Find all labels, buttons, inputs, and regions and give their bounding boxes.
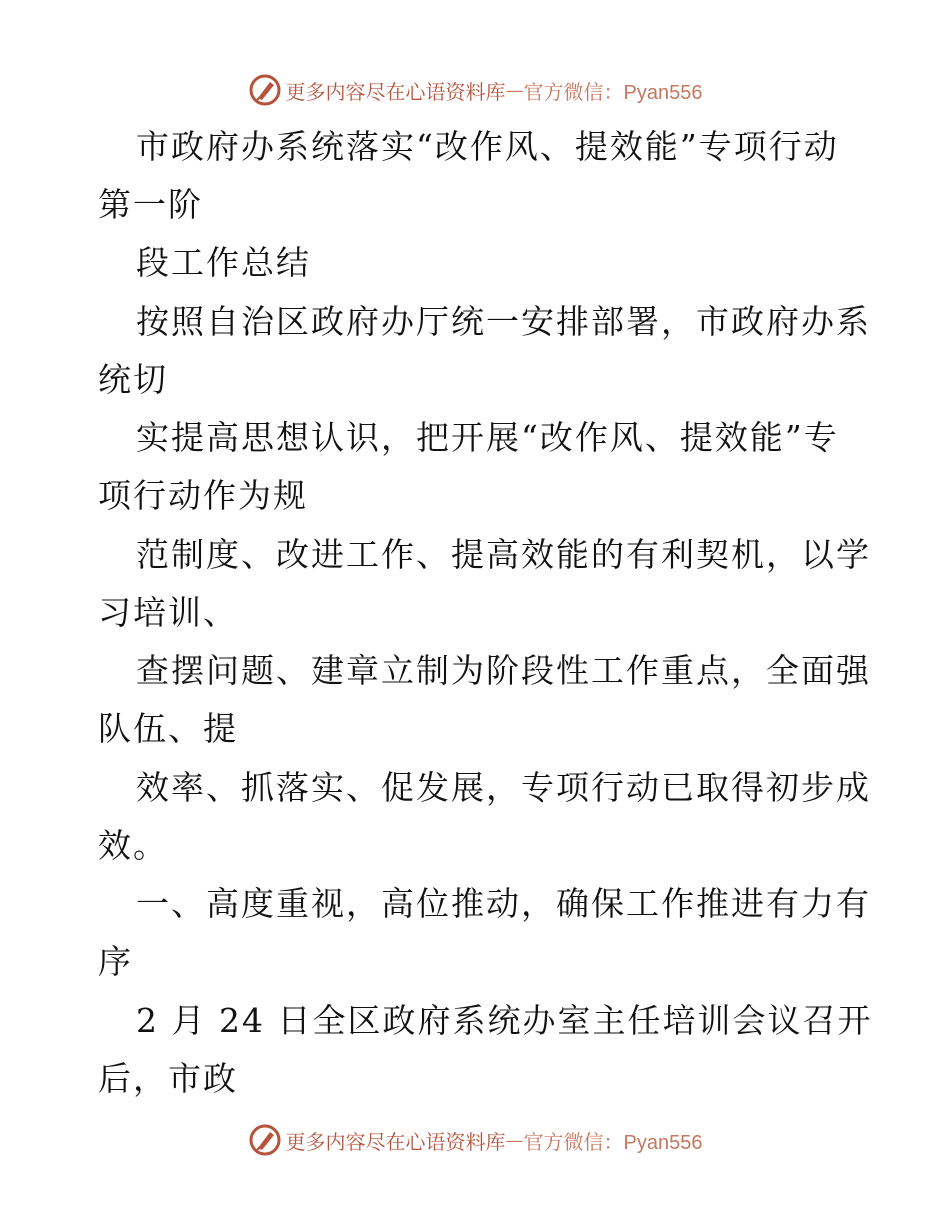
doc-line: 实提高思想认识，把开展“改作风、提效能”专 (136, 418, 839, 457)
doc-line: 第一阶 (98, 185, 203, 224)
watermark-wechat (524, 76, 703, 105)
doc-line: 统切 (98, 360, 168, 399)
doc-line: 习培训、 (98, 593, 238, 632)
watermark-brand-text: 更多内容尽在心语资料库 (285, 79, 506, 104)
doc-line: 项行动作为规 (98, 476, 308, 515)
quill-pen-logo-icon (248, 1123, 282, 1157)
doc-line: 段工作总结 (136, 243, 311, 282)
wechat-label: 官方微信： (523, 79, 624, 104)
wechat-id: Pyan556 (623, 1131, 703, 1154)
doc-line: 2 月 24 日全区政府系统办室主任培训会议召开 (136, 1001, 873, 1040)
footer-watermark (0, 1120, 950, 1160)
doc-line: 序 (98, 942, 133, 981)
doc-line: 查摆问题、建章立制为阶段性工作重点，全面强 (136, 651, 871, 690)
doc-line: 一、高度重视，高位推动，确保工作推进有力有 (136, 884, 871, 923)
doc-line: 后，市政 (98, 1059, 238, 1098)
doc-line: 范制度、改进工作、提高效能的有利契机，以学 (136, 535, 871, 574)
watermark-wechat (524, 1126, 703, 1155)
doc-line: 效。 (98, 826, 168, 865)
doc-line: 效率、抓落实、促发展，专项行动已取得初步成 (136, 768, 871, 807)
header-watermark (0, 70, 950, 110)
watermark-brand-text: 更多内容尽在心语资料库 (285, 1129, 506, 1154)
wechat-id: Pyan556 (623, 81, 703, 104)
doc-line: 队伍、提 (98, 709, 238, 748)
watermark-separator: — (505, 79, 524, 101)
wechat-label: 官方微信： (523, 1129, 624, 1154)
doc-line: 按照自治区政府办厅统一安排部署，市政府办系 (136, 302, 871, 341)
watermark-separator: — (505, 1129, 524, 1151)
doc-line: 市政府办系统落实“改作风、提效能”专项行动 (136, 127, 839, 166)
quill-pen-logo-icon (248, 73, 282, 107)
